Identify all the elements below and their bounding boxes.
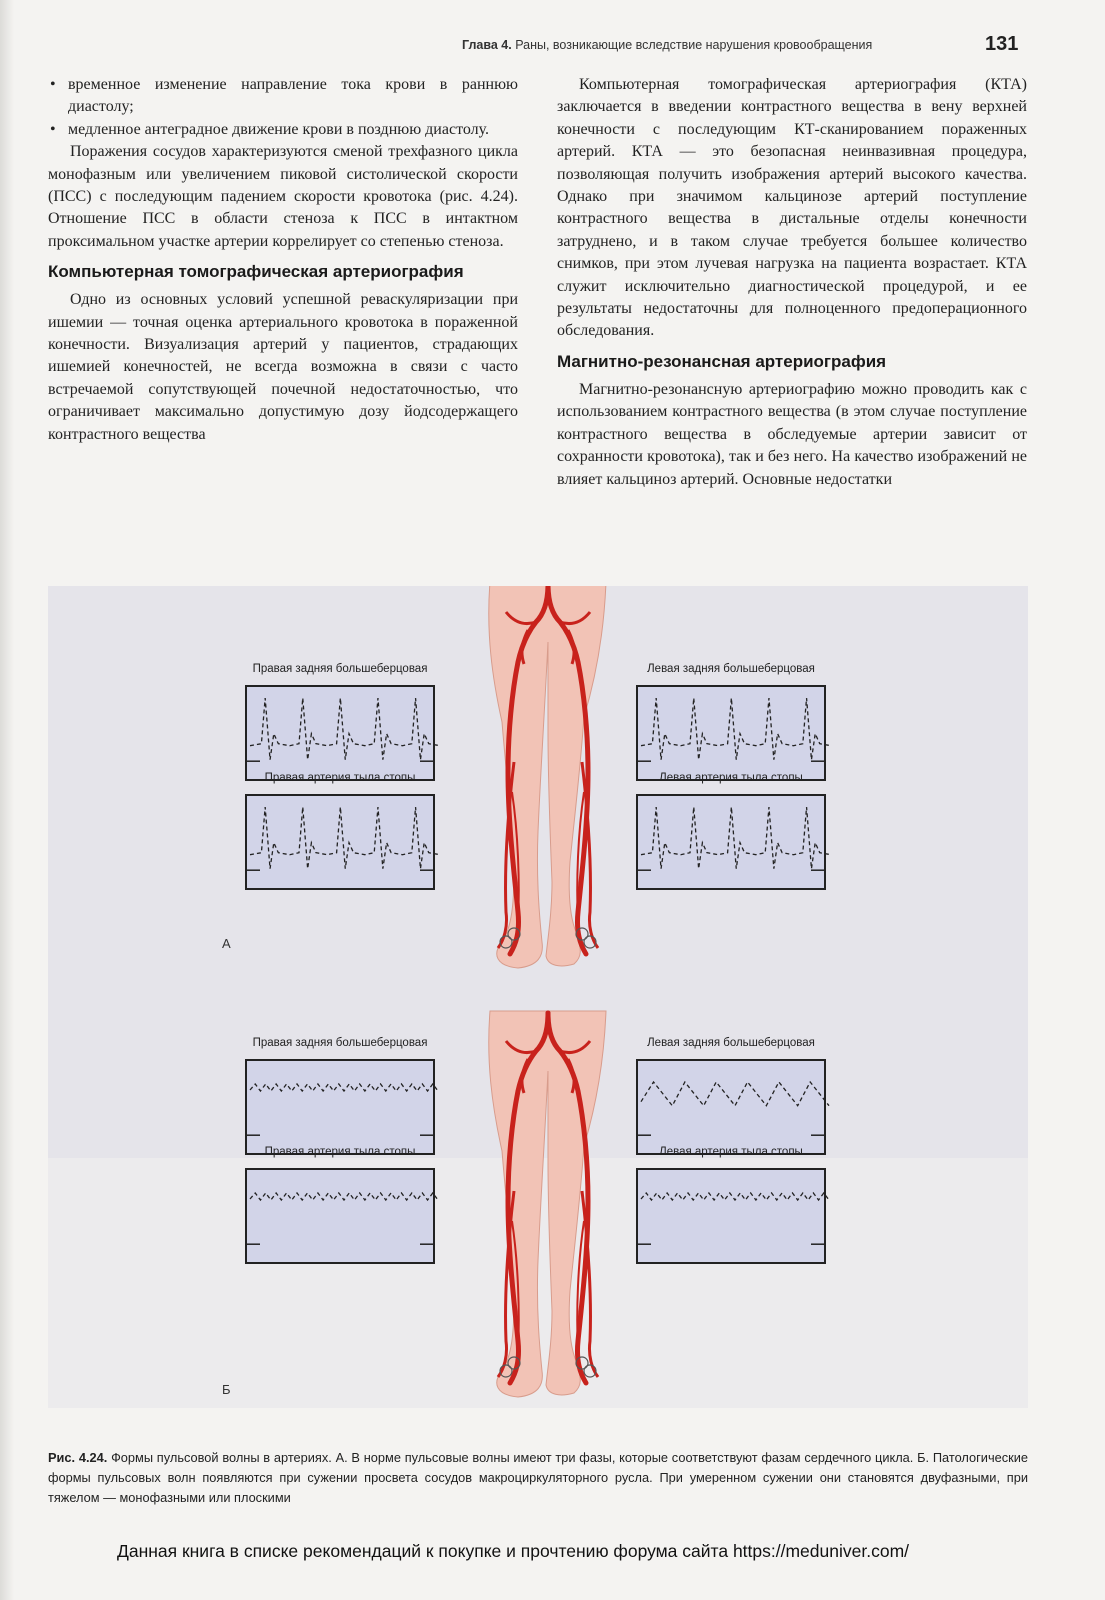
waveform-panel [637,663,831,780]
panel-frame [637,1169,825,1263]
page-number: 131 [985,33,1019,55]
left-column [48,74,518,446]
section-heading: Магнитно-резонансная артериография [557,351,887,371]
paragraph: Магнитно-резонансную артериографию можно проводить как с использованием контрастного вещества (в этом случае поступление контрастного вещества в обследуемые артерии зависит от сохранности кровотока), так и без него. На качество изображений не влияет кальциноз артерий. Основные недостатки [557,380,1027,488]
panel-label: Правая задняя большеберцовая [252,1037,428,1049]
panel-frame [637,1060,825,1154]
bullet-list [48,74,518,141]
figure-caption [48,1448,1028,1508]
bullet-item: • медленное антеградное движение крови в позднюю диастолу. [48,119,518,141]
caption-label: Рис. 4.24. [48,1450,108,1465]
panel-b-label: Б [222,1382,231,1397]
waveform-panel [637,772,831,889]
panel-label: Правая артерия тыла стопы [264,772,416,784]
legs-illustration-pathologic [489,1011,606,1397]
footer-note: Данная книга в списке рекомендаций к покупке и прочтению форума сайта https://meduniver.com/ [117,1541,910,1561]
caption-text: Формы пульсовой волны в артериях. А. В норме пульсовые волны имеют три фазы, которые соответствуют фазам сердечного цикла. Б. Патологические формы пульсовых волн появляются при сужении просвета сосудов макроциркуляторного русла. При умеренном сужении они становятся двуфазными, при тяжелом — монофазными или плоскими [48,1450,1028,1505]
panel-label: Левая задняя большеберцовая [647,663,815,675]
waveform-panel [246,663,440,780]
section-heading: Компьютерная томографическая артериография [48,262,464,282]
paragraph: Поражения сосудов характеризуются сменой трехфазного цикла монофазным или увеличением пиковой систолической скорости (ПСС) с последующим падением скорости кровотока (рис. 4.24). Отношение ПСС в области стеноза к ПСС в интактном проксимальном участке артерии коррелирует со степенью стеноза. [48,143,518,250]
figure-4-24 [0,586,1105,1426]
chapter-number: Глава 4. [462,38,512,52]
running-head [462,38,872,52]
right-column [557,74,1027,491]
legs-illustration-normal [489,586,606,968]
panel-label: Левая артерия тыла стопы [659,772,803,784]
paragraph: Компьютерная томографическая артериография (КТА) заключается в введении контрастного вещества в вену верхней конечности с последующим КТ-сканированием пораженных артерий. КТА — это безопасная неинвазивная процедура, позволяющая получить изображения артерий высокого качества. Однако при значимом кальцинозе артерий поступление контрастного вещества в дистальные отделы конечности затруднено, и в таком случае требуется большее количество снимков, при этом лучевая нагрузка на пациента возрастает. КТА служит исключительно диагностической процедурой, и ее результаты недостаточны для полноценного предоперационного обследования. [557,76,1027,340]
waveform-panel [637,1146,829,1263]
chapter-title: Раны, возникающие вследствие нарушения кровообращения [515,38,873,52]
waveform-panel [246,1146,438,1263]
waveform-panel [246,772,440,889]
panel-label: Правая артерия тыла стопы [264,1146,416,1158]
panel-a-label: А [222,936,231,951]
panel-frame [246,1060,434,1154]
panel-label: Правая задняя большеберцовая [252,663,428,675]
paragraph: Одно из основных условий успешной реваскуляризации при ишемии — точная оценка артериального кровотока в пораженной конечности. Визуализация артерий у пациентов, страдающих ишемией конечностей, не всегда возможна в связи с часто встречаемой сопутствующей почечной недостаточностью, что ограничивает максимально допустимую дозу йодсодержащего контрастного вещества [48,291,518,443]
panel-label: Левая задняя большеберцовая [647,1037,815,1049]
panel-label: Левая артерия тыла стопы [659,1146,803,1158]
panel-frame [246,1169,434,1263]
waveform-panel [246,1037,438,1154]
bullet-item: • временное изменение направление тока крови в раннюю диастолу; [48,74,518,119]
waveform-panel [637,1037,829,1154]
